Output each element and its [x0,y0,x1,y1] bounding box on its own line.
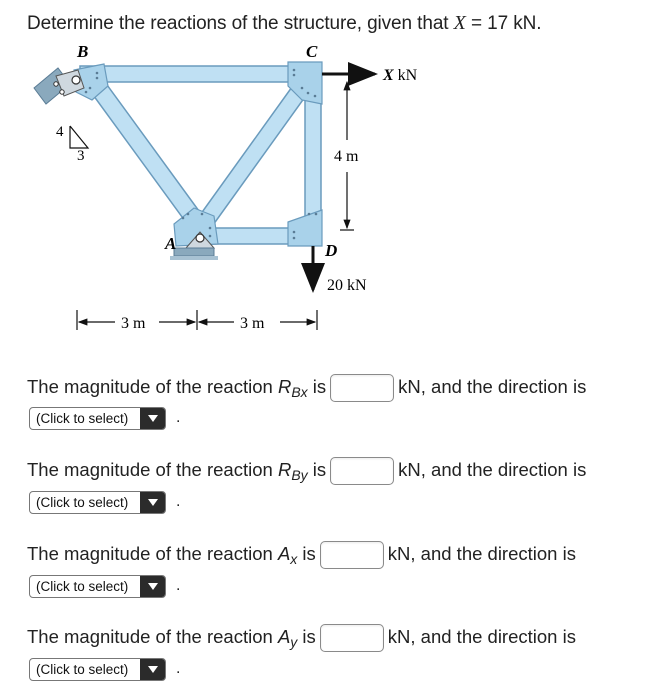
answer-input-ax[interactable] [320,541,384,569]
question-suffix: kN, and the direction is [387,542,576,564]
member-ac [195,80,310,232]
direction-select-rby[interactable] [29,491,166,514]
question-symbol: R [277,458,292,480]
slope-indicator [70,126,88,148]
question-is: is [297,625,316,647]
direction-select-label: (Click to select) [36,579,129,594]
question-symbol: A [277,542,291,564]
direction-select-rbx[interactable] [29,407,166,430]
direction-select-ax[interactable] [29,575,166,598]
period: . [176,577,181,594]
answer-input-rbx[interactable] [330,374,394,402]
problem-variable: X [453,12,466,34]
question-subscript: y [290,633,298,650]
joint-label-a: A [165,234,177,253]
question-text: The magnitude of the reaction [27,625,278,647]
dimension-spans [77,310,317,330]
truss-figure [0,0,664,345]
dropdown-arrow-icon [140,659,165,680]
question-suffix: kN, and the direction is [398,458,587,480]
question-is: is [307,375,327,397]
joint-label-b: B [77,42,89,61]
dropdown-arrow-icon [140,576,165,597]
question-symbol: R [277,375,292,397]
dimension-label-height: 4 m [334,148,359,165]
dropdown-arrow-icon [140,408,165,429]
question-rby [27,457,586,485]
question-suffix: kN, and the direction is [387,625,576,647]
period: . [176,493,181,510]
question-suffix: kN, and the direction is [398,375,587,397]
answer-input-rby[interactable] [330,457,394,485]
direction-select-ay[interactable] [29,658,166,681]
dropdown-arrow-icon [140,492,165,513]
answer-input-ay[interactable] [320,624,384,652]
slope-label-3: 3 [77,148,85,164]
dimension-label-span1: 3 m [121,315,146,332]
question-symbol: A [277,625,291,647]
question-subscript: x [290,550,298,567]
period: . [176,660,181,677]
gusset-d [288,210,322,246]
slope-label-4: 4 [56,124,64,140]
question-subscript: Bx [291,383,308,400]
direction-select-label: (Click to select) [36,662,129,677]
member-bc [80,66,312,82]
question-is: is [307,458,327,480]
problem-text-after: = 17 kN. [465,13,542,34]
direction-select-label: (Click to select) [36,495,129,510]
question-text: The magnitude of the reaction [27,375,278,397]
rivets [85,69,318,240]
question-ax [27,541,576,569]
dimension-label-span2: 3 m [240,315,265,332]
member-ab [88,78,207,232]
question-rbx [27,374,586,402]
question-text: The magnitude of the reaction [27,458,278,480]
support-b [34,68,84,104]
problem-text-before: Determine the reactions of the structure, given that [27,13,454,34]
question-subscript: By [291,466,308,483]
joint-label-c: C [306,42,318,61]
load-label-d: 20 kN [327,277,367,294]
period: . [176,409,181,426]
load-label-x: X kN [383,67,418,84]
question-text: The magnitude of the reaction [27,542,278,564]
question-ay [27,624,576,652]
question-is: is [297,542,316,564]
direction-select-label: (Click to select) [36,411,129,426]
joint-label-d: D [325,241,338,260]
